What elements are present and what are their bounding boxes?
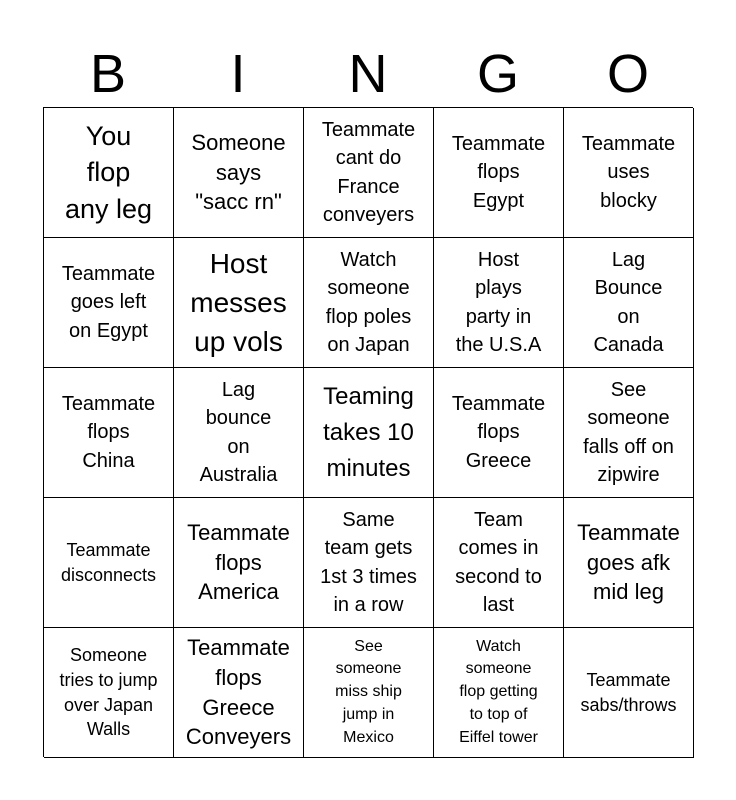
bingo-cell[interactable]: [174, 238, 304, 368]
bingo-cell[interactable]: [304, 108, 434, 238]
header-letter-g: G: [476, 44, 519, 104]
bingo-cell[interactable]: [564, 108, 694, 238]
cell-text: Teammate disconnects: [60, 539, 157, 585]
header-letter-i: I: [230, 44, 246, 104]
bingo-cell[interactable]: [304, 498, 434, 628]
bingo-cell[interactable]: [44, 628, 174, 758]
cell-text: Teammate sabs/throws: [580, 669, 677, 715]
cell-text: Teammate goes afk mid leg: [577, 519, 680, 605]
bingo-cell[interactable]: [304, 628, 434, 758]
bingo-cell[interactable]: [44, 238, 174, 368]
cell-text: Lag bounce on Australia: [199, 378, 278, 486]
cell-text: Lag Bounce on Canada: [593, 248, 664, 356]
cell-text: Teammate goes left on Egypt: [61, 262, 156, 342]
bingo-cell[interactable]: [174, 498, 304, 628]
header-letter-n: N: [348, 44, 388, 104]
bingo-cell[interactable]: [434, 238, 564, 368]
bingo-cell[interactable]: [564, 628, 694, 758]
bingo-cell[interactable]: [564, 368, 694, 498]
bingo-cell[interactable]: [44, 368, 174, 498]
cell-text: Teammate cant do France conveyers: [321, 118, 416, 226]
cell-text: Someone says "sacc rn": [191, 129, 286, 215]
bingo-cell[interactable]: [564, 238, 694, 368]
cell-text: You flop any leg: [64, 120, 153, 224]
bingo-cell[interactable]: [434, 368, 564, 498]
bingo-cell[interactable]: [174, 628, 304, 758]
bingo-cell[interactable]: [304, 238, 434, 368]
bingo-cell[interactable]: [174, 108, 304, 238]
free-space-cell[interactable]: [304, 368, 434, 498]
bingo-grid: [43, 107, 693, 757]
bingo-cell[interactable]: [174, 368, 304, 498]
bingo-cell[interactable]: [434, 498, 564, 628]
cell-text: Teaming takes 10 minutes: [323, 382, 414, 482]
cell-text: Same team gets 1st 3 times in a row: [320, 508, 417, 616]
cell-text: Teammate uses blocky: [581, 132, 676, 212]
cell-text: Watch someone flop poles on Japan: [325, 248, 412, 356]
cell-text: Teammate flops America: [187, 519, 290, 605]
cell-text: Teammate flops Greece Conveyers: [185, 635, 292, 750]
cell-text: Team comes in second to last: [455, 508, 542, 616]
cell-text: See someone falls off on zipwire: [583, 378, 674, 486]
cell-text: Teammate flops Greece: [451, 392, 546, 472]
bingo-cell[interactable]: [44, 498, 174, 628]
bingo-cell[interactable]: [564, 498, 694, 628]
bingo-cell[interactable]: [434, 628, 564, 758]
bingo-cell[interactable]: [434, 108, 564, 238]
bingo-header: [43, 40, 693, 108]
cell-text: Someone tries to jump over Japan Walls: [59, 644, 158, 740]
cell-text: See someone miss ship jump in Mexico: [335, 637, 402, 746]
cell-text: Host messes up vols: [190, 247, 287, 358]
bingo-cell[interactable]: [44, 108, 174, 238]
cell-text: Host plays party in the U.S.A: [455, 248, 542, 356]
cell-text: Teammate flops Egypt: [451, 132, 546, 212]
header-letter-o: O: [606, 44, 649, 104]
header-letter-b: B: [89, 44, 127, 104]
cell-text: Watch someone flop getting to top of Eiffel tower: [459, 637, 538, 746]
cell-text: Teammate flops China: [61, 392, 156, 472]
